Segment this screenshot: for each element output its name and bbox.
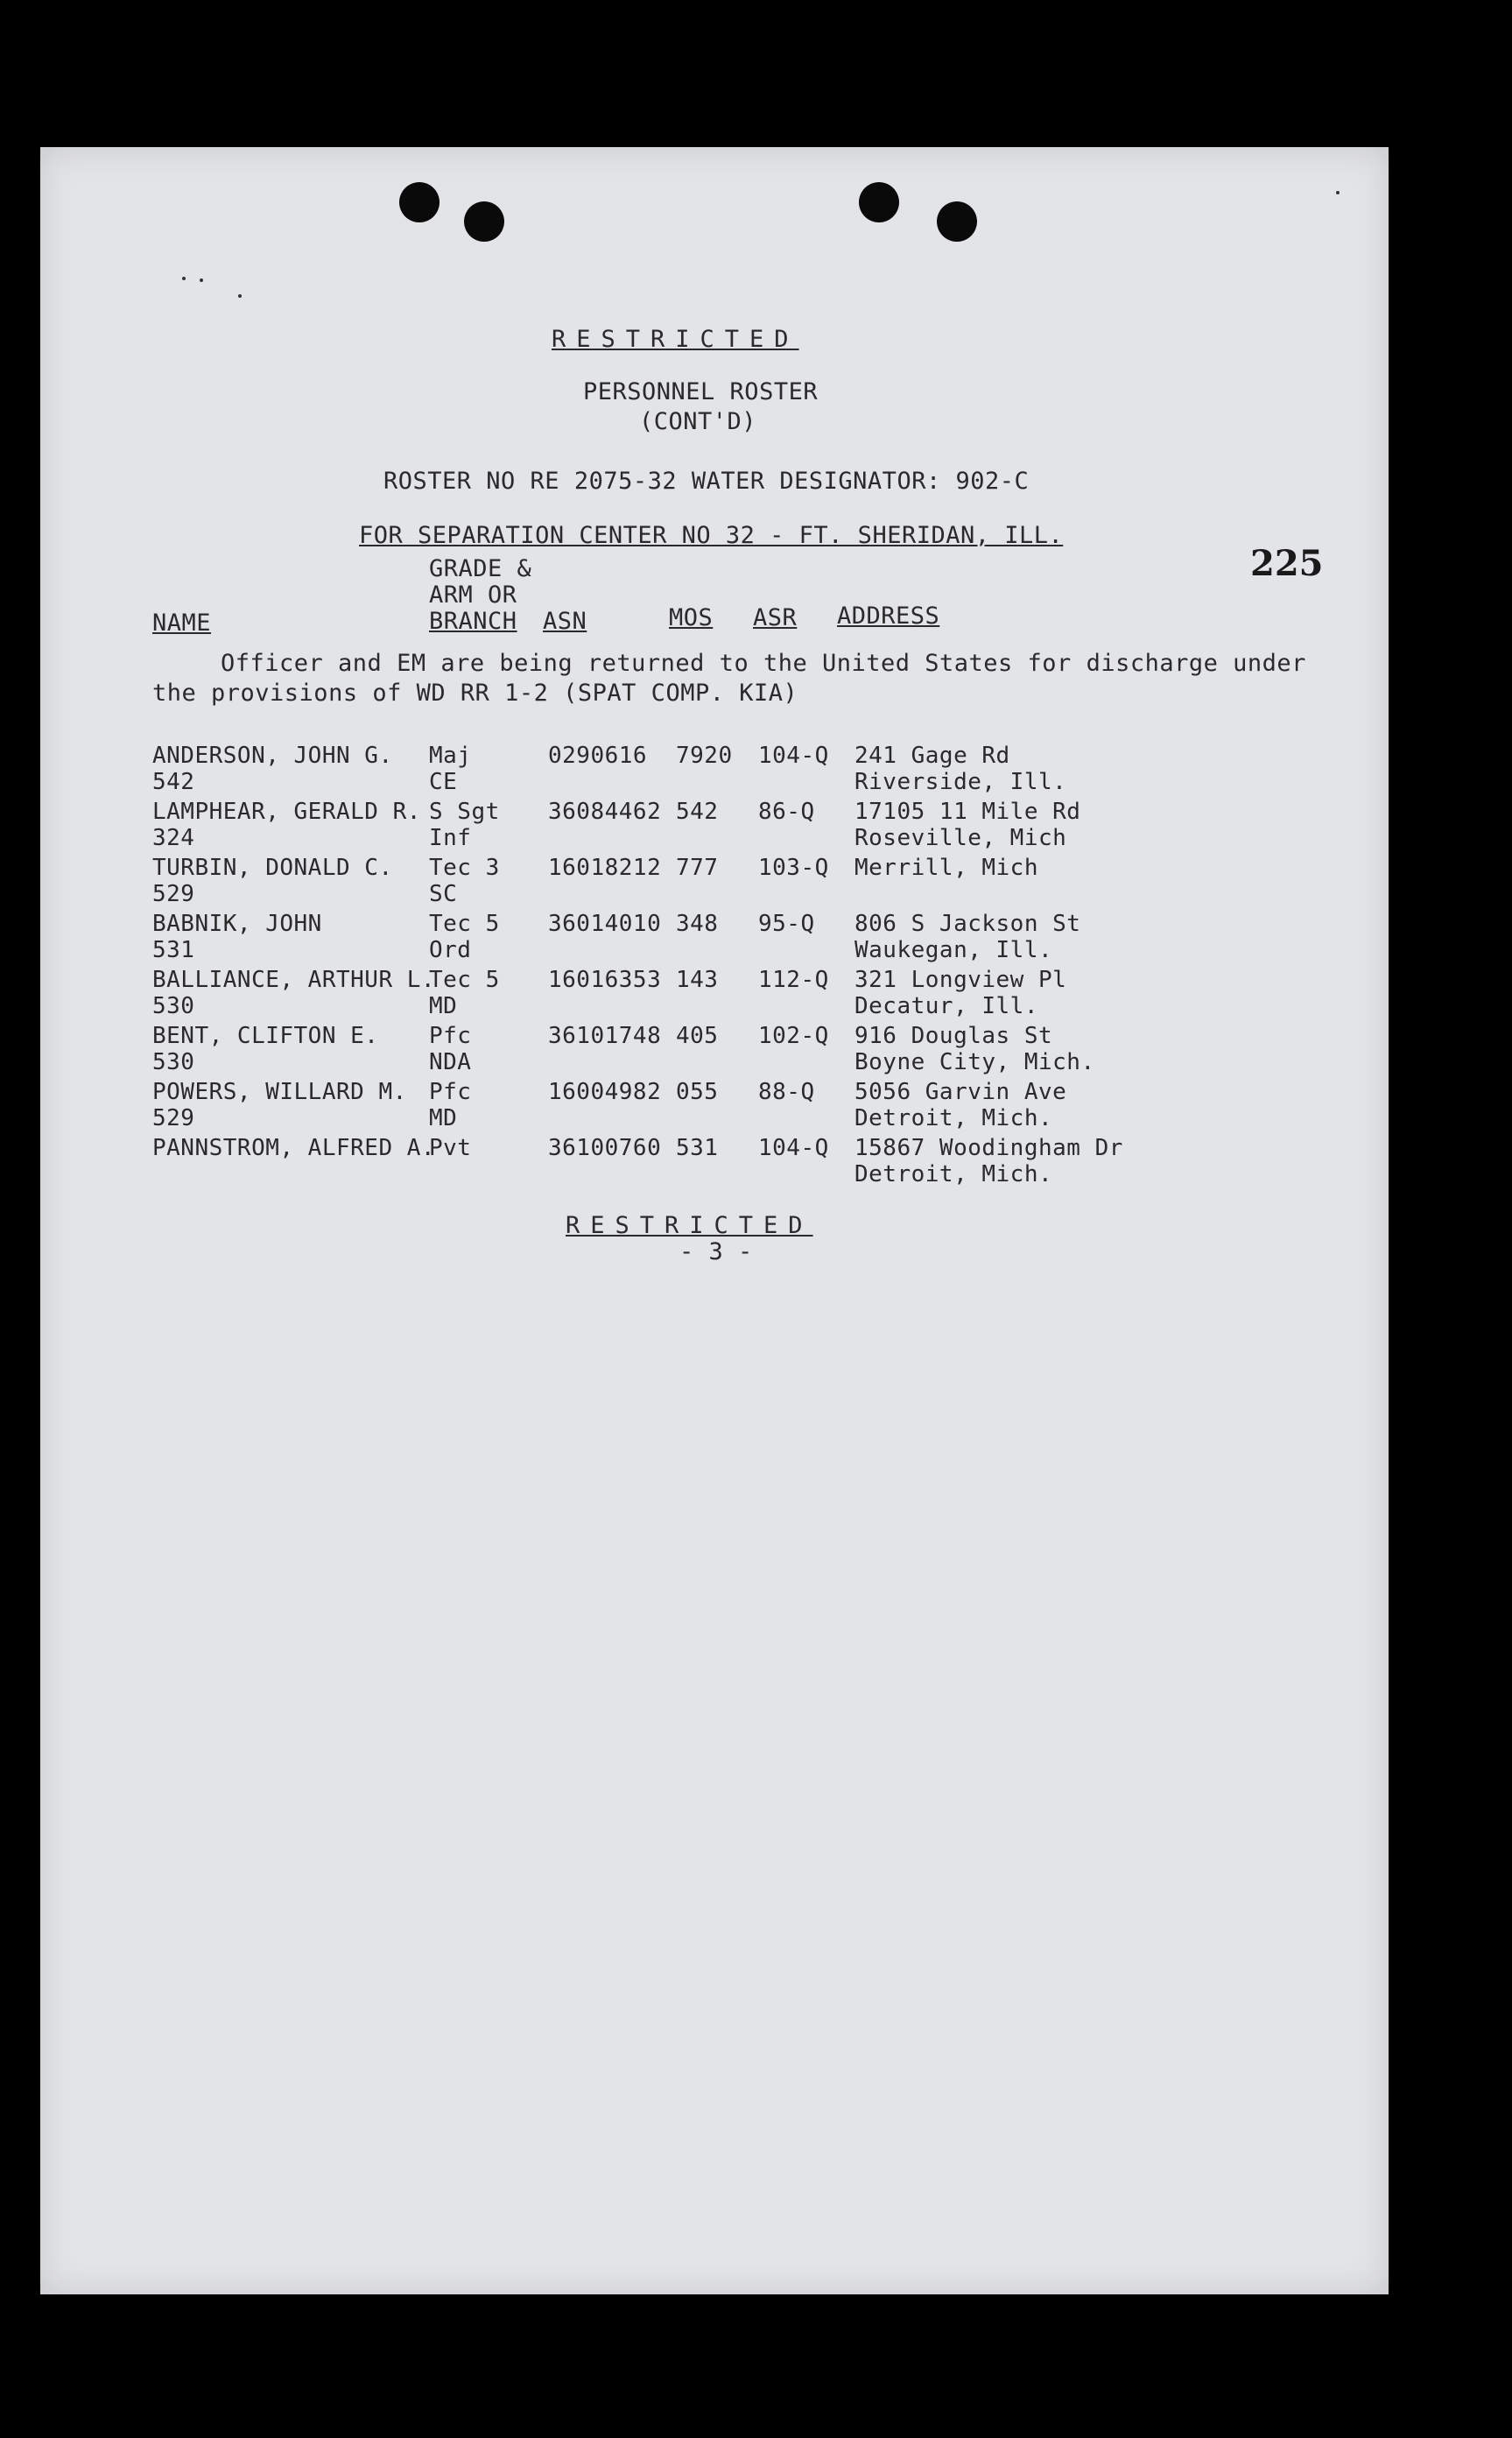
row-asn: 36100760 xyxy=(548,1135,662,1161)
roster-title: PERSONNEL ROSTER xyxy=(583,378,819,405)
table-row xyxy=(40,967,1389,1021)
row-address-line1: 916 Douglas St xyxy=(854,1023,1053,1049)
table-row xyxy=(40,743,1389,797)
row-asn: 16018212 xyxy=(548,855,662,881)
row-address-line2: Waukegan, Ill. xyxy=(854,937,1053,963)
row-grade: Pfc xyxy=(429,1079,472,1105)
row-mos: 143 xyxy=(676,967,719,993)
row-name: BENT, CLIFTON E. xyxy=(152,1023,379,1049)
col-mos: MOS xyxy=(669,604,714,631)
row-address-line1: 5056 Garvin Ave xyxy=(854,1079,1067,1105)
row-address-line1: 15867 Woodingham Dr xyxy=(854,1135,1123,1161)
col-asn: ASN xyxy=(543,608,587,635)
row-code: 529 xyxy=(152,881,195,907)
table-row xyxy=(40,1079,1389,1133)
row-mos: 348 xyxy=(676,911,719,937)
row-asn: 16004982 xyxy=(548,1079,662,1105)
row-code: 530 xyxy=(152,993,195,1019)
row-name: ANDERSON, JOHN G. xyxy=(152,743,393,769)
row-mos: 7920 xyxy=(676,743,733,769)
row-address-line1: 241 Gage Rd xyxy=(854,743,1010,769)
col-grade-line2: ARM OR xyxy=(429,581,517,609)
speck xyxy=(182,277,186,280)
row-code: 542 xyxy=(152,769,195,795)
row-mos: 055 xyxy=(676,1079,719,1105)
table-row xyxy=(40,1135,1389,1189)
row-name: BALLIANCE, ARTHUR L. xyxy=(152,967,436,993)
row-address-line1: 806 S Jackson St xyxy=(854,911,1081,937)
row-name: POWERS, WILLARD M. xyxy=(152,1079,407,1105)
intro-line-1: Officer and EM are being returned to the United States for discharge under xyxy=(221,650,1306,677)
punch-hole xyxy=(859,182,899,222)
row-code: 531 xyxy=(152,937,195,963)
row-address-line2: Riverside, Ill. xyxy=(854,769,1067,795)
row-address-line2: Boyne City, Mich. xyxy=(854,1049,1095,1075)
row-mos: 405 xyxy=(676,1023,719,1049)
row-code: 324 xyxy=(152,825,195,851)
col-asr: ASR xyxy=(753,604,798,631)
row-name: TURBIN, DONALD C. xyxy=(152,855,393,881)
row-address-line2: Detroit, Mich. xyxy=(854,1161,1053,1187)
restricted-header: RESTRICTED xyxy=(552,326,799,353)
col-name: NAME xyxy=(152,610,212,637)
col-grade-line1: GRADE & xyxy=(429,555,532,582)
separation-center-line: FOR SEPARATION CENTER NO 32 - FT. SHERIDAN, ILL. xyxy=(359,522,1064,549)
col-address: ADDRESS xyxy=(837,602,940,630)
roster-cont: (CONT'D) xyxy=(639,408,757,435)
row-branch: SC xyxy=(429,881,458,907)
row-asr: 88-Q xyxy=(758,1079,815,1105)
row-asn: 36084462 xyxy=(548,799,662,825)
table-row xyxy=(40,911,1389,965)
row-code: 529 xyxy=(152,1105,195,1131)
page-number: - 3 - xyxy=(679,1238,753,1265)
row-asr: 104-Q xyxy=(758,743,829,769)
row-asr: 95-Q xyxy=(758,911,815,937)
col-branch: BRANCH xyxy=(429,608,517,635)
page-number-stamp: 225 xyxy=(1250,543,1324,584)
row-address-line2: Decatur, Ill. xyxy=(854,993,1038,1019)
row-name: PANNSTROM, ALFRED A. xyxy=(152,1135,436,1161)
table-row xyxy=(40,1023,1389,1077)
row-grade: Pvt xyxy=(429,1135,472,1161)
row-asr: 86-Q xyxy=(758,799,815,825)
row-asn: 36014010 xyxy=(548,911,662,937)
row-name: BABNIK, JOHN xyxy=(152,911,322,937)
row-address-line2: Detroit, Mich. xyxy=(854,1105,1053,1131)
row-address-line2: Roseville, Mich xyxy=(854,825,1067,851)
row-mos: 777 xyxy=(676,855,719,881)
row-mos: 542 xyxy=(676,799,719,825)
row-asn: 36101748 xyxy=(548,1023,662,1049)
row-grade: S Sgt xyxy=(429,799,500,825)
row-asr: 103-Q xyxy=(758,855,829,881)
restricted-footer: RESTRICTED xyxy=(566,1212,813,1239)
row-grade: Tec 5 xyxy=(429,967,500,993)
table-row xyxy=(40,799,1389,853)
row-branch: Ord xyxy=(429,937,472,963)
row-mos: 531 xyxy=(676,1135,719,1161)
row-branch: NDA xyxy=(429,1049,472,1075)
row-grade: Maj xyxy=(429,743,472,769)
row-address-line1: Merrill, Mich xyxy=(854,855,1038,881)
row-code: 530 xyxy=(152,1049,195,1075)
row-address-line1: 17105 11 Mile Rd xyxy=(854,799,1081,825)
speck xyxy=(200,278,203,282)
row-asr: 104-Q xyxy=(758,1135,829,1161)
row-asr: 102-Q xyxy=(758,1023,829,1049)
row-branch: Inf xyxy=(429,825,472,851)
row-branch: CE xyxy=(429,769,458,795)
row-asn: 16016353 xyxy=(548,967,662,993)
row-asr: 112-Q xyxy=(758,967,829,993)
punch-hole xyxy=(399,182,440,222)
row-branch: MD xyxy=(429,1105,458,1131)
speck xyxy=(1336,191,1340,194)
row-grade: Pfc xyxy=(429,1023,472,1049)
roster-number-line: ROSTER NO RE 2075-32 WATER DESIGNATOR: 902-C xyxy=(383,468,1030,495)
row-name: LAMPHEAR, GERALD R. xyxy=(152,799,421,825)
row-asn: 0290616 xyxy=(548,743,648,769)
row-grade: Tec 3 xyxy=(429,855,500,881)
row-grade: Tec 5 xyxy=(429,911,500,937)
intro-line-2: the provisions of WD RR 1-2 (SPAT COMP. KIA) xyxy=(152,680,798,707)
row-address-line1: 321 Longview Pl xyxy=(854,967,1067,993)
punch-hole xyxy=(937,201,977,242)
table-row xyxy=(40,855,1389,909)
row-branch: MD xyxy=(429,993,458,1019)
document-page xyxy=(40,147,1389,2294)
speck xyxy=(238,294,242,298)
punch-hole xyxy=(464,201,504,242)
